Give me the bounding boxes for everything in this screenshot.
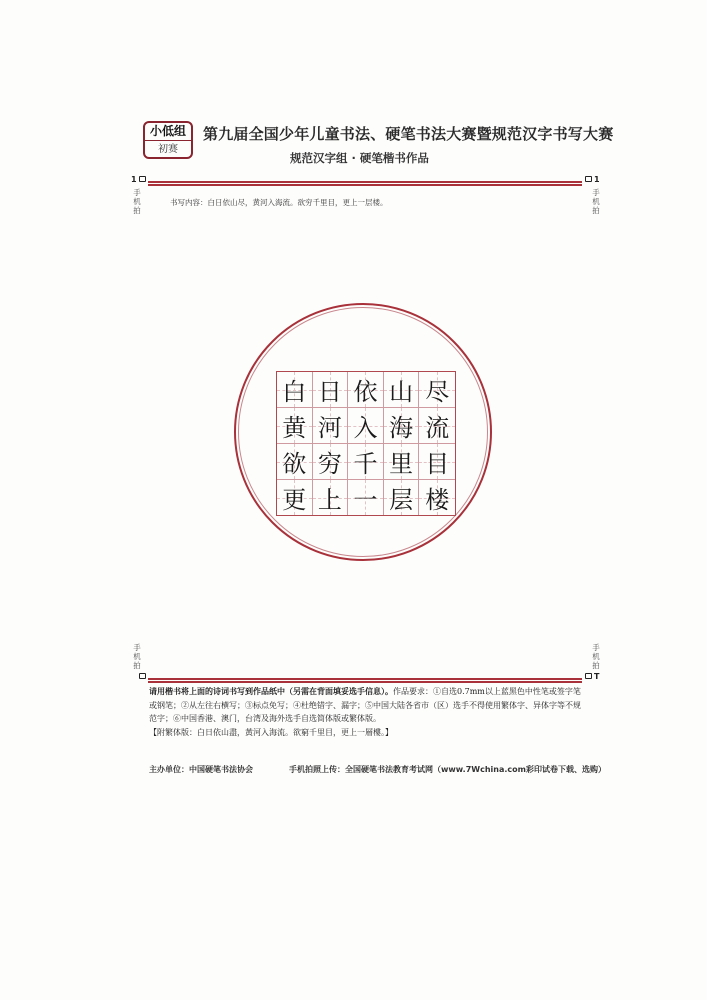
grid-cell xyxy=(348,408,384,444)
calligraphy-character: 海 xyxy=(389,414,414,442)
camera-icon xyxy=(585,673,592,679)
grid-cell xyxy=(277,408,313,444)
calligraphy-character: 入 xyxy=(353,414,378,442)
instructions-lead: 请用楷书将上面的诗词书写到作品纸中（另需在背面填妥选手信息）。 xyxy=(149,687,393,696)
grid-cell xyxy=(277,372,313,408)
calligraphy-character: 河 xyxy=(317,414,342,442)
calligraphy-character: 欲 xyxy=(282,450,307,478)
side-label-bottom-left: 手机拍 xyxy=(133,643,141,670)
instructions-traditional-version: 【附繁体版：白日依山盡，黃河入海流。欲窮千里目，更上一層樓。】 xyxy=(149,727,393,737)
side-label-top-right: 手机拍 xyxy=(592,188,600,215)
camera-icon xyxy=(139,176,146,182)
grid-cell xyxy=(419,444,455,480)
calligraphy-character: 层 xyxy=(389,486,414,514)
calligraphy-character: 黄 xyxy=(282,414,307,442)
corner-mark-top-left: 1 xyxy=(131,175,137,184)
grid-cell xyxy=(277,480,313,515)
grid-cell xyxy=(313,408,349,444)
calligraphy-character: 日 xyxy=(317,378,342,406)
group-badge xyxy=(143,121,193,159)
calligraphy-grid xyxy=(276,371,456,516)
grid-cell xyxy=(313,480,349,515)
camera-icon xyxy=(585,176,592,182)
calligraphy-character: 山 xyxy=(389,378,414,406)
calligraphy-character: 楼 xyxy=(425,486,450,514)
grid-cell xyxy=(384,408,420,444)
calligraphy-character: 更 xyxy=(282,486,307,514)
grid-cell xyxy=(313,444,349,480)
calligraphy-character: 依 xyxy=(353,378,378,406)
grid-cell xyxy=(313,372,349,408)
grid-cell xyxy=(348,480,384,515)
calligraphy-character: 一 xyxy=(353,486,378,514)
grid-cell xyxy=(277,444,313,480)
grid-cell xyxy=(419,408,455,444)
grid-cell xyxy=(384,372,420,408)
grid-cell xyxy=(384,480,420,515)
calligraphy-character: 尽 xyxy=(425,378,450,406)
corner-mark-bottom-right: T xyxy=(594,672,600,681)
corner-mark-top-right: 1 xyxy=(594,175,600,184)
page-subtitle: 规范汉字组 · 硬笔楷书作品 xyxy=(290,151,429,165)
grid-cell xyxy=(384,444,420,480)
side-label-top-left: 手机拍 xyxy=(133,188,141,215)
side-label-bottom-right: 手机拍 xyxy=(592,643,600,670)
bottom-divider xyxy=(148,678,582,684)
calligraphy-character: 白 xyxy=(282,378,307,406)
calligraphy-character: 穷 xyxy=(317,450,342,478)
footer-host-organization: 主办单位：中国硬笔书法协会 xyxy=(149,765,253,774)
calligraphy-character: 里 xyxy=(389,450,414,478)
grid-cell xyxy=(348,444,384,480)
badge-group-label: 小低组 xyxy=(145,123,191,141)
grid-cell xyxy=(348,372,384,408)
footer-upload-info: 手机拍照上传：全国硬笔书法教育考试网（www.7Wchina.com彩印试卷下载、选购） xyxy=(289,765,606,774)
calligraphy-character: 千 xyxy=(353,450,378,478)
calligraphy-character: 流 xyxy=(425,414,450,442)
calligraphy-character: 上 xyxy=(317,486,342,514)
calligraphy-character: 目 xyxy=(425,450,450,478)
grid-cell xyxy=(419,372,455,408)
instructions-requirements: 作品要求：①自选0.7mm以上蓝黑色中性笔或签字笔或钢笔；②从左往右横写；③标点免写；④杜绝错字、漏字；⑤中国大陆各省市（区）选手不得使用繁体字、异体字等不规范字；⑥中国香港、澳门，台湾及海外选手自选简体版或繁体版。 xyxy=(149,687,581,724)
badge-round-label: 初赛 xyxy=(158,144,178,155)
camera-icon xyxy=(139,673,146,679)
top-divider xyxy=(148,181,582,187)
grid-cell xyxy=(419,480,455,515)
writing-content-label: 书写内容：白日依山尽，黄河入海流。欲穷千里目，更上一层楼。 xyxy=(170,198,388,207)
instructions-block xyxy=(149,685,581,739)
page-title: 第九届全国少年儿童书法、硬笔书法大赛暨规范汉字书写大赛 xyxy=(203,125,614,143)
